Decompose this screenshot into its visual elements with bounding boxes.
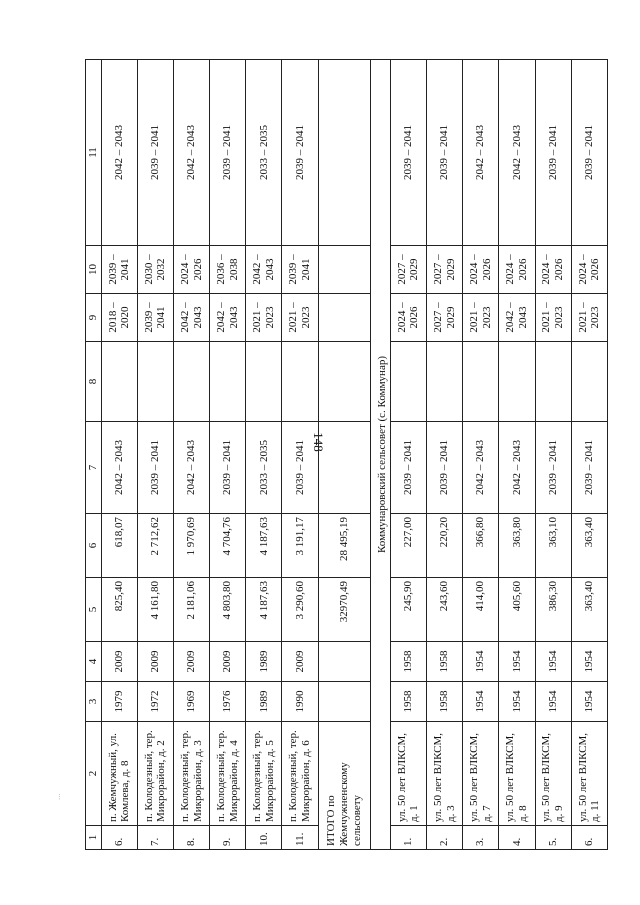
cell-c3: 1989 (246, 682, 282, 722)
cell-c8 (390, 342, 426, 422)
cell-n: 7. (137, 826, 173, 850)
cell-c3: 1954 (535, 682, 571, 722)
table-row (137, 60, 173, 850)
cell-c6: 227,00 (390, 514, 426, 578)
faint-mark: ... (52, 793, 62, 800)
cell-c11: 2039 – 2041 (535, 60, 571, 246)
cell-c11: 2033 – 2035 (246, 60, 282, 246)
cell-c3: 1958 (390, 682, 426, 722)
header-col-4: 4 (86, 642, 102, 682)
cell-c6: 1 970,69 (173, 514, 209, 578)
cell-addr: ул. 50 лет ВЛКСМ, д. 7 (463, 722, 499, 826)
cell-c5: 414,00 (463, 578, 499, 642)
cell-c10: 2024 – 2026 (463, 246, 499, 294)
cell-c6: 4 187,63 (246, 514, 282, 578)
cell-c11: 2039 – 2041 (210, 60, 246, 246)
cell-c9: 2018 – 2020 (101, 294, 137, 342)
table-row (535, 60, 571, 850)
cell-c11: 2039 – 2041 (427, 60, 463, 246)
table-row (463, 60, 499, 850)
cell-c4: 1989 (246, 642, 282, 682)
cell-c3: 1954 (463, 682, 499, 722)
section-row (370, 60, 390, 850)
cell-c10: 2027 – 2029 (427, 246, 463, 294)
cell-n: 6. (571, 826, 607, 850)
header-col-7: 7 (86, 422, 102, 514)
cell-c4: 2009 (173, 642, 209, 682)
cell-c3: 1979 (101, 682, 137, 722)
cell-c3: 1969 (173, 682, 209, 722)
cell-c4: 2009 (101, 642, 137, 682)
cell-c3: 1990 (282, 682, 318, 722)
cell-addr: ул. 50 лет ВЛКСМ, д. 9 (535, 722, 571, 826)
cell-n: 1. (390, 826, 426, 850)
cell-c7: 2033 – 2035 (246, 422, 282, 514)
cell-n: 5. (535, 826, 571, 850)
cell-addr: ул. 50 лет ВЛКСМ, д. 3 (427, 722, 463, 826)
cell-c3: 1976 (210, 682, 246, 722)
cell-c8 (535, 342, 571, 422)
cell-c6: 366,80 (463, 514, 499, 578)
cell-c5: 4 187,63 (246, 578, 282, 642)
cell-c6: 3 191,17 (282, 514, 318, 578)
cell-c7: 2042 – 2043 (101, 422, 137, 514)
table-row (173, 60, 209, 850)
cell-c10: 2042 – 2043 (246, 246, 282, 294)
cell-c8 (101, 342, 137, 422)
cell-c7: 2042 – 2043 (463, 422, 499, 514)
cell-addr: п. Жемчужный, ул. Комлева, д. 8 (101, 722, 137, 826)
total-row (318, 60, 370, 850)
cell-c9: 2021 – 2023 (535, 294, 571, 342)
header-col-9: 9 (86, 294, 102, 342)
cell-c5: 825,40 (101, 578, 137, 642)
cell-addr: ул. 50 лет ВЛКСМ, д. 11 (571, 722, 607, 826)
cell-c6: 363,80 (499, 514, 535, 578)
cell-c3: 1954 (571, 682, 607, 722)
cell-addr: п. Колодезный, тер. Микрорайон, д. 5 (246, 722, 282, 826)
header-col-2: 2 (86, 722, 102, 826)
cell-c8 (499, 342, 535, 422)
cell-c9: 2042 – 2043 (210, 294, 246, 342)
cell-c5: 2 181,06 (173, 578, 209, 642)
cell-c5: 4 161,80 (137, 578, 173, 642)
cell-c4: 2009 (210, 642, 246, 682)
cell-c3: 1972 (137, 682, 173, 722)
cell-c8 (427, 342, 463, 422)
section-title: Коммунаровский сельсовет (с. Коммунар) (370, 60, 390, 850)
cell-c10: 2024 – 2026 (535, 246, 571, 294)
cell-c11: 2042 – 2043 (173, 60, 209, 246)
header-col-8: 8 (86, 342, 102, 422)
total-label: ИТОГО по Жемчужненскому сельсовету (318, 722, 370, 850)
cell-c6: 2 712,62 (137, 514, 173, 578)
cell-c11: 2042 – 2043 (499, 60, 535, 246)
cell-c5: 4 803,80 (210, 578, 246, 642)
cell-c8 (571, 342, 607, 422)
cell-c3: 1958 (427, 682, 463, 722)
table-row (571, 60, 607, 850)
cell-c4: 1958 (390, 642, 426, 682)
cell-c7: 2039 – 2041 (571, 422, 607, 514)
cell-c9: 2024 – 2026 (390, 294, 426, 342)
cell-addr: ул. 50 лет ВЛКСМ, д. 8 (499, 722, 535, 826)
cell-n: 4. (499, 826, 535, 850)
table-row (390, 60, 426, 850)
table-row (101, 60, 137, 850)
cell-c4: 1954 (571, 642, 607, 682)
cell-c10: 2039 – 2041 (282, 246, 318, 294)
header-col-3: 3 (86, 682, 102, 722)
cell-n: 6. (101, 826, 137, 850)
cell-c4: 1954 (535, 642, 571, 682)
cell-n: 11. (282, 826, 318, 850)
table-row (210, 60, 246, 850)
cell-c7: 2039 – 2041 (282, 422, 318, 514)
cell-c7: 2039 – 2041 (210, 422, 246, 514)
cell-c5: 405,60 (499, 578, 535, 642)
cell-c5: 386,30 (535, 578, 571, 642)
cell-c8 (210, 342, 246, 422)
header-row (86, 60, 102, 850)
table-row (246, 60, 282, 850)
header-col-6: 6 (86, 514, 102, 578)
cell-c9: 2021 – 2023 (571, 294, 607, 342)
cell-n: 9. (210, 826, 246, 850)
cell-c6: 618,07 (101, 514, 137, 578)
cell-c10: 2030 – 2032 (137, 246, 173, 294)
cell-c9: 2027 – 2029 (427, 294, 463, 342)
table-row (282, 60, 318, 850)
cell-addr: п. Колодезный, тер. Микрорайон, д. 2 (137, 722, 173, 826)
cell-c5: 363,40 (571, 578, 607, 642)
cell-n: 3. (463, 826, 499, 850)
cell-n: 8. (173, 826, 209, 850)
cell-c4: 2009 (137, 642, 173, 682)
cell-c4: 1954 (463, 642, 499, 682)
cell-c10: 2036 – 2038 (210, 246, 246, 294)
cell-c10: 2027 – 2029 (390, 246, 426, 294)
cell-c11: 2039 – 2041 (571, 60, 607, 246)
cell-c7: 2039 – 2041 (535, 422, 571, 514)
page-number: 148 (310, 432, 326, 452)
header-col-5: 5 (86, 578, 102, 642)
cell-c10: 2024 – 2026 (499, 246, 535, 294)
cell-c8 (173, 342, 209, 422)
cell-c7: 2042 – 2043 (173, 422, 209, 514)
cell-c10: 2039 – 2041 (101, 246, 137, 294)
cell-c11: 2042 – 2043 (463, 60, 499, 246)
cell-c6: 220,20 (427, 514, 463, 578)
cell-c9: 2039 – 2041 (137, 294, 173, 342)
cell-c11: 2039 – 2041 (137, 60, 173, 246)
cell-c11: 2039 – 2041 (282, 60, 318, 246)
cell-addr: п. Колодезный, тер. Микрорайон, д. 3 (173, 722, 209, 826)
header-col-11: 11 (86, 60, 102, 246)
cell-addr: п. Колодезный, тер. Микрорайон, д. 6 (282, 722, 318, 826)
cell-c9: 2021 – 2023 (463, 294, 499, 342)
housing-repair-table (85, 59, 608, 850)
cell-c4: 1954 (499, 642, 535, 682)
table-row (499, 60, 535, 850)
cell-c6: 363,40 (571, 514, 607, 578)
table-row (427, 60, 463, 850)
cell-c8 (463, 342, 499, 422)
cell-c4: 1958 (427, 642, 463, 682)
cell-n: 10. (246, 826, 282, 850)
cell-c3: 1954 (499, 682, 535, 722)
cell-n: 2. (427, 826, 463, 850)
cell-addr: ул. 50 лет ВЛКСМ, д. 1 (390, 722, 426, 826)
cell-c10: 2024 – 2026 (173, 246, 209, 294)
cell-c6: 363,10 (535, 514, 571, 578)
cell-c7: 2039 – 2041 (137, 422, 173, 514)
cell-c5: 3 290,60 (282, 578, 318, 642)
cell-c5: 245,90 (390, 578, 426, 642)
cell-c10: 2024 – 2026 (571, 246, 607, 294)
header-col-1: 1 (86, 826, 102, 850)
cell-c5: 243,60 (427, 578, 463, 642)
cell-c9: 2021 – 2023 (246, 294, 282, 342)
cell-addr: п. Колодезный, тер. Микрорайон, д. 4 (210, 722, 246, 826)
cell-c9: 2042 – 2043 (173, 294, 209, 342)
cell-c8 (137, 342, 173, 422)
cell-c11: 2039 – 2041 (390, 60, 426, 246)
cell-c6: 4 704,76 (210, 514, 246, 578)
header-col-10: 10 (86, 246, 102, 294)
cell-c4: 2009 (282, 642, 318, 682)
cell-c9: 2042 – 2043 (499, 294, 535, 342)
cell-c7: 2042 – 2043 (499, 422, 535, 514)
total-c6: 28 495,19 (318, 514, 370, 578)
rotated-table-wrapper (85, 60, 608, 850)
cell-c8 (282, 342, 318, 422)
cell-c8 (246, 342, 282, 422)
cell-c7: 2039 – 2041 (390, 422, 426, 514)
cell-c9: 2021 – 2023 (282, 294, 318, 342)
cell-c11: 2042 – 2043 (101, 60, 137, 246)
total-c5: 32970,49 (318, 578, 370, 642)
cell-c7: 2039 – 2041 (427, 422, 463, 514)
